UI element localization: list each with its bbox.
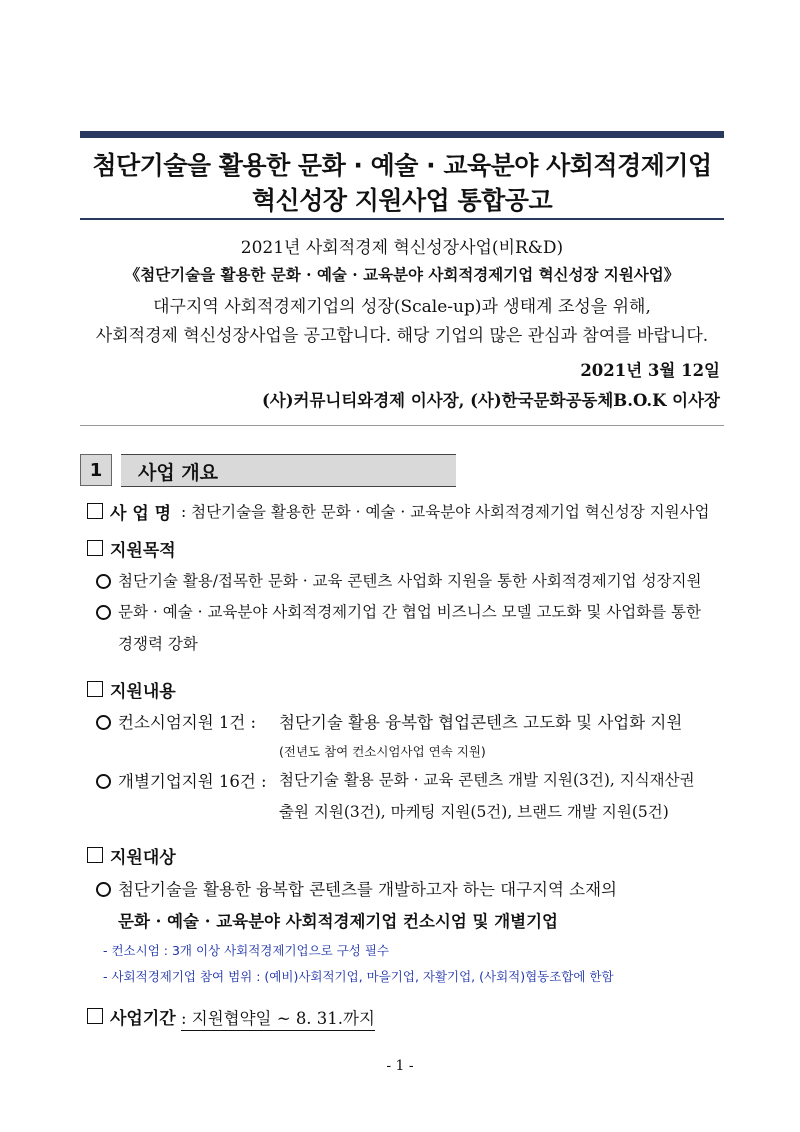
intro-bottom-rule [80,425,724,426]
project-name-value: : 첨단기술을 활용한 문화 · 예술 · 교육분야 사회적경제기업 혁신성장 지원사업 [181,503,710,521]
circle-bullet-icon [96,882,111,897]
circle-bullet-icon [96,574,111,589]
checkbox-icon [87,681,103,697]
target-label: 지원대상 [110,848,176,868]
content-item-1-value: 첨단기술 활용 융복합 협업콘텐츠 고도화 및 사업화 지원 [279,713,683,732]
intro-line-2: 사회적경제 혁신성장사업을 공고합니다. 해당 기업의 많은 관심과 참여를 바랍니다. [95,326,709,346]
section-header [121,454,456,487]
issuer: (사)커뮤니티와경제 이사장, (사)한국문화공동체B.O.K 이사장 [261,391,720,410]
content-item-1-key: 컨소시엄지원 1건 : [118,713,257,732]
content-item-1-note: (전년도 참여 컨소시엄사업 연속 지원) [279,744,486,759]
period-label: 사업기간 [110,1009,176,1029]
project-name-label: 사 업 명 [110,504,172,524]
circle-bullet-icon [96,605,111,620]
title-top-rule [80,131,724,138]
checkbox-icon [87,1008,103,1024]
purpose-item-1: 첨단기술 활용/접목한 문화 · 교육 콘텐츠 사업화 지원을 통한 사회적경제기업 성장지원 [118,572,702,590]
circle-bullet-icon [96,715,111,730]
section-title: 사업 개요 [138,462,219,484]
title-line-2: 혁신성장 지원사업 통합공고 [251,186,553,215]
content-item-2-key: 개별기업지원 16건 : [118,772,267,791]
purpose-label: 지원목적 [110,541,176,561]
period-value: : 지원협약일 ~ 8. 31.까지 [181,1005,375,1031]
subtitle-bracket: 《첨단기술을 활용한 문화 · 예술 · 교육분야 사회적경제기업 혁신성장 지원사업》 [124,265,680,284]
content-item-2-value-b: 출원 지원(3건), 마케팅 지원(5건), 브랜드 개발 지원(5건) [279,803,669,821]
checkbox-icon [87,847,103,863]
intro-line-1: 대구지역 사회적경제기업의 성장(Scale-up)과 생태계 조성을 위해, [153,297,651,317]
checkbox-icon [87,540,103,556]
subtitle: 2021년 사회적경제 혁신성장사업(비R&D) [240,238,564,258]
target-note-1: - 컨소시엄 : 3개 이상 사회적경제기업으로 구성 필수 [103,943,389,958]
target-note-2: - 사회적경제기업 참여 범위 : (예비)사회적기업, 마을기업, 자활기업, (사회적)협동조합에 한함 [103,969,614,984]
page-number: - 1 - [386,1058,414,1074]
announcement-date: 2021년 3월 12일 [580,361,720,380]
title-bottom-rule [80,218,724,220]
content-label: 지원내용 [110,682,176,702]
content-item-2-value-a: 첨단기술 활용 문화 · 교육 콘텐츠 개발 지원(3건), 지식재산권 [279,771,695,789]
target-item-1a: 첨단기술을 활용한 융복합 콘텐츠를 개발하고자 하는 대구지역 소재의 [118,880,617,899]
target-item-1b: 문화 · 예술 · 교육분야 사회적경제기업 컨소시엄 및 개별기업 [118,912,558,931]
checkbox-icon [87,503,103,519]
section-number: 1 [80,454,112,486]
purpose-item-2b: 경쟁력 강화 [118,635,198,653]
title-line-1: 첨단기술을 활용한 문화 · 예술 · 교육분야 사회적경제기업 [92,151,712,180]
purpose-item-2a: 문화 · 예술 · 교육분야 사회적경제기업 간 협업 비즈니스 모델 고도화 및 사업화를 통한 [118,603,701,621]
circle-bullet-icon [96,774,111,789]
